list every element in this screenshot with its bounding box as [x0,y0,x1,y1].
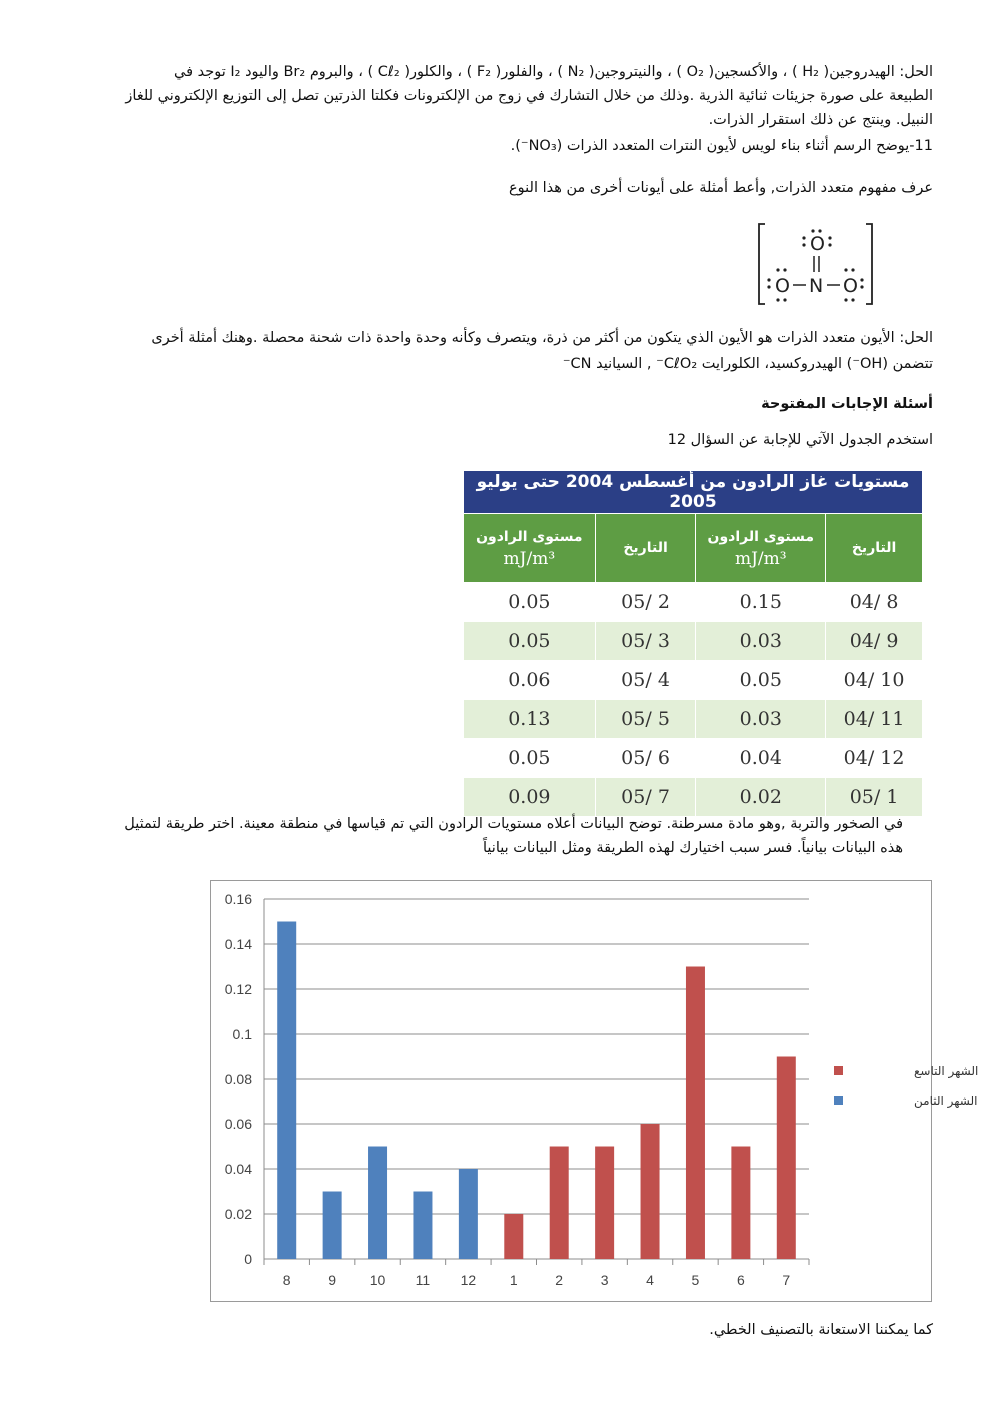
x-tick-label: 2 [555,1272,564,1288]
y-tick-label: 0 [244,1251,252,1267]
table-cell: 7 /05 [595,778,696,817]
bar [504,1214,523,1259]
y-tick-label: 0.1 [232,1026,252,1042]
table-title: مستويات غاز الرادون من أغسطس 2004 حتى يوليو 2005 [464,471,923,514]
table-cell: 12 /04 [826,739,923,778]
table-cell: 4 /05 [595,661,696,700]
x-tick-label: 7 [782,1272,791,1288]
x-tick-label: 9 [328,1272,337,1288]
left-oxygen-atom: O [775,275,790,297]
table-cell: 10 /04 [826,661,923,700]
y-tick-label: 0.02 [224,1206,252,1222]
x-tick-label: 5 [691,1272,700,1288]
section-heading: أسئلة الإجابات المفتوحة [761,396,933,412]
top-oxygen-atom: O [810,233,825,255]
table-cell: 9 /04 [826,622,923,661]
table-cell: 0.15 [696,583,826,622]
bar [731,1147,750,1260]
x-tick-label: 3 [600,1272,609,1288]
table-cell: 0.05 [464,622,596,661]
date-header-right: التاريخ [826,514,923,583]
bar [459,1169,478,1259]
table-row [464,583,923,622]
question-12-line-1: في الصخور والتربة ,وهو مادة مسرطنة. توضح البيانات أعلاه مستويات الرادون التي تم قياسها في منطقة معينة. اختر طريقة لتمثيل [124,816,903,832]
nitrogen-atom: N [809,275,824,297]
y-tick-label: 0.06 [224,1116,252,1132]
table-row [464,700,923,739]
x-tick-label: 11 [415,1272,431,1288]
y-tick-label: 0.08 [224,1071,252,1087]
level-header-right: مستوى الرادون mJ/m³ [696,514,826,583]
table-intro: استخدم الجدول الآتي للإجابة عن السؤال 12 [667,432,933,448]
question-12-line-2: هذه البيانات بيانياً. فسر سبب اختيارك لهذه الطريقة ومثل البيانات بيانياً [483,840,903,856]
solution-10-line-1: الحل: الهيدروجين( H₂ ) ، والأكسجين( O₂ ) ، والنيتروجين( N₂ ) ، والفلور( F₂ ) ، والكلور( Cℓ₂ ) ، والبروم Br₂ واليود I₂ توجد في [174,64,933,80]
y-tick-label: 0.16 [224,891,252,907]
chart-canvas [211,881,979,1301]
x-tick-label: 6 [736,1272,745,1288]
table-cell: 5 /05 [595,700,696,739]
table-cell: 0.09 [464,778,596,817]
radon-levels-table [463,470,923,817]
table-cell: 0.05 [696,661,826,700]
bar [777,1057,796,1260]
table-row [464,661,923,700]
nitrate-lewis-structure [755,220,890,308]
x-tick-label: 8 [282,1272,291,1288]
table-cell: 0.04 [696,739,826,778]
legend-swatch [834,1066,843,1075]
y-tick-label: 0.14 [224,936,252,952]
y-tick-label: 0.12 [224,981,252,997]
table-row [464,778,923,817]
question-11-line-2: عرف مفهوم متعدد الذرات, وأعط أمثلة على أيونات أخرى من هذا النوع [509,180,933,196]
solution-11-line-2: تتضمن (OH⁻) الهيدروكسيد، الكلورايت CℓO₂⁻ , السيانيد CN⁻ [562,356,933,372]
table-cell: 1 /05 [826,778,923,817]
radon-bar-chart [210,880,979,1302]
solution-10-line-3: النبيل. وينتج عن ذلك استقرار الذرات. [708,112,933,128]
table-cell: 11 /04 [826,700,923,739]
question-11-line-1: 11-يوضح الرسم أثناء بناء لويس لأيون النترات المتعدد الذرات (NO₃⁻). [510,138,933,154]
closing-line: كما يمكننا الاستعانة بالتصنيف الخطي. [709,1322,933,1338]
table-cell: 0.03 [696,700,826,739]
table-row [464,739,923,778]
y-tick-label: 0.04 [224,1161,252,1177]
legend-swatch [834,1096,843,1105]
bar [550,1147,569,1260]
bar [686,967,705,1260]
table-row [464,622,923,661]
bar [323,1192,342,1260]
table-cell: 0.05 [464,583,596,622]
bar [413,1192,432,1260]
x-tick-label: 1 [509,1272,518,1288]
x-tick-label: 10 [369,1272,386,1288]
bar [368,1147,387,1260]
level-header-left: مستوى الرادون mJ/m³ [464,514,596,583]
legend-label: الشهر التاسع [914,1064,979,1078]
x-tick-label: 4 [646,1272,654,1288]
table-cell: 3 /05 [595,622,696,661]
table-cell: 0.02 [696,778,826,817]
table-cell: 6 /05 [595,739,696,778]
solution-10-line-2: الطبيعة على صورة جزيئات ثنائية الذرية .وذلك من خلال التشارك في زوج من الإلكترونات فكلتا الذرتين تصل إلى التوزيع الإلكتروني للغاز [125,88,933,104]
date-header-left: التاريخ [595,514,696,583]
bar [641,1124,660,1259]
bar [277,922,296,1260]
table-cell: 0.05 [464,739,596,778]
table-cell: 0.06 [464,661,596,700]
legend-label: الشهر الثامن [914,1094,978,1108]
table-cell: 8 /04 [826,583,923,622]
table-cell: 0.03 [696,622,826,661]
table-cell: 0.13 [464,700,596,739]
table-cell: 2 /05 [595,583,696,622]
right-oxygen-atom: O [843,275,858,297]
bar [595,1147,614,1260]
solution-11-line-1: الحل: الأيون متعدد الذرات هو الأيون الذي يتكون من أكثر من ذرة، ويتصرف وكأنه وحدة واحدة ذات شحنة محصلة .وهنك أمثلة أخرى [151,330,933,346]
x-tick-label: 12 [460,1272,477,1288]
